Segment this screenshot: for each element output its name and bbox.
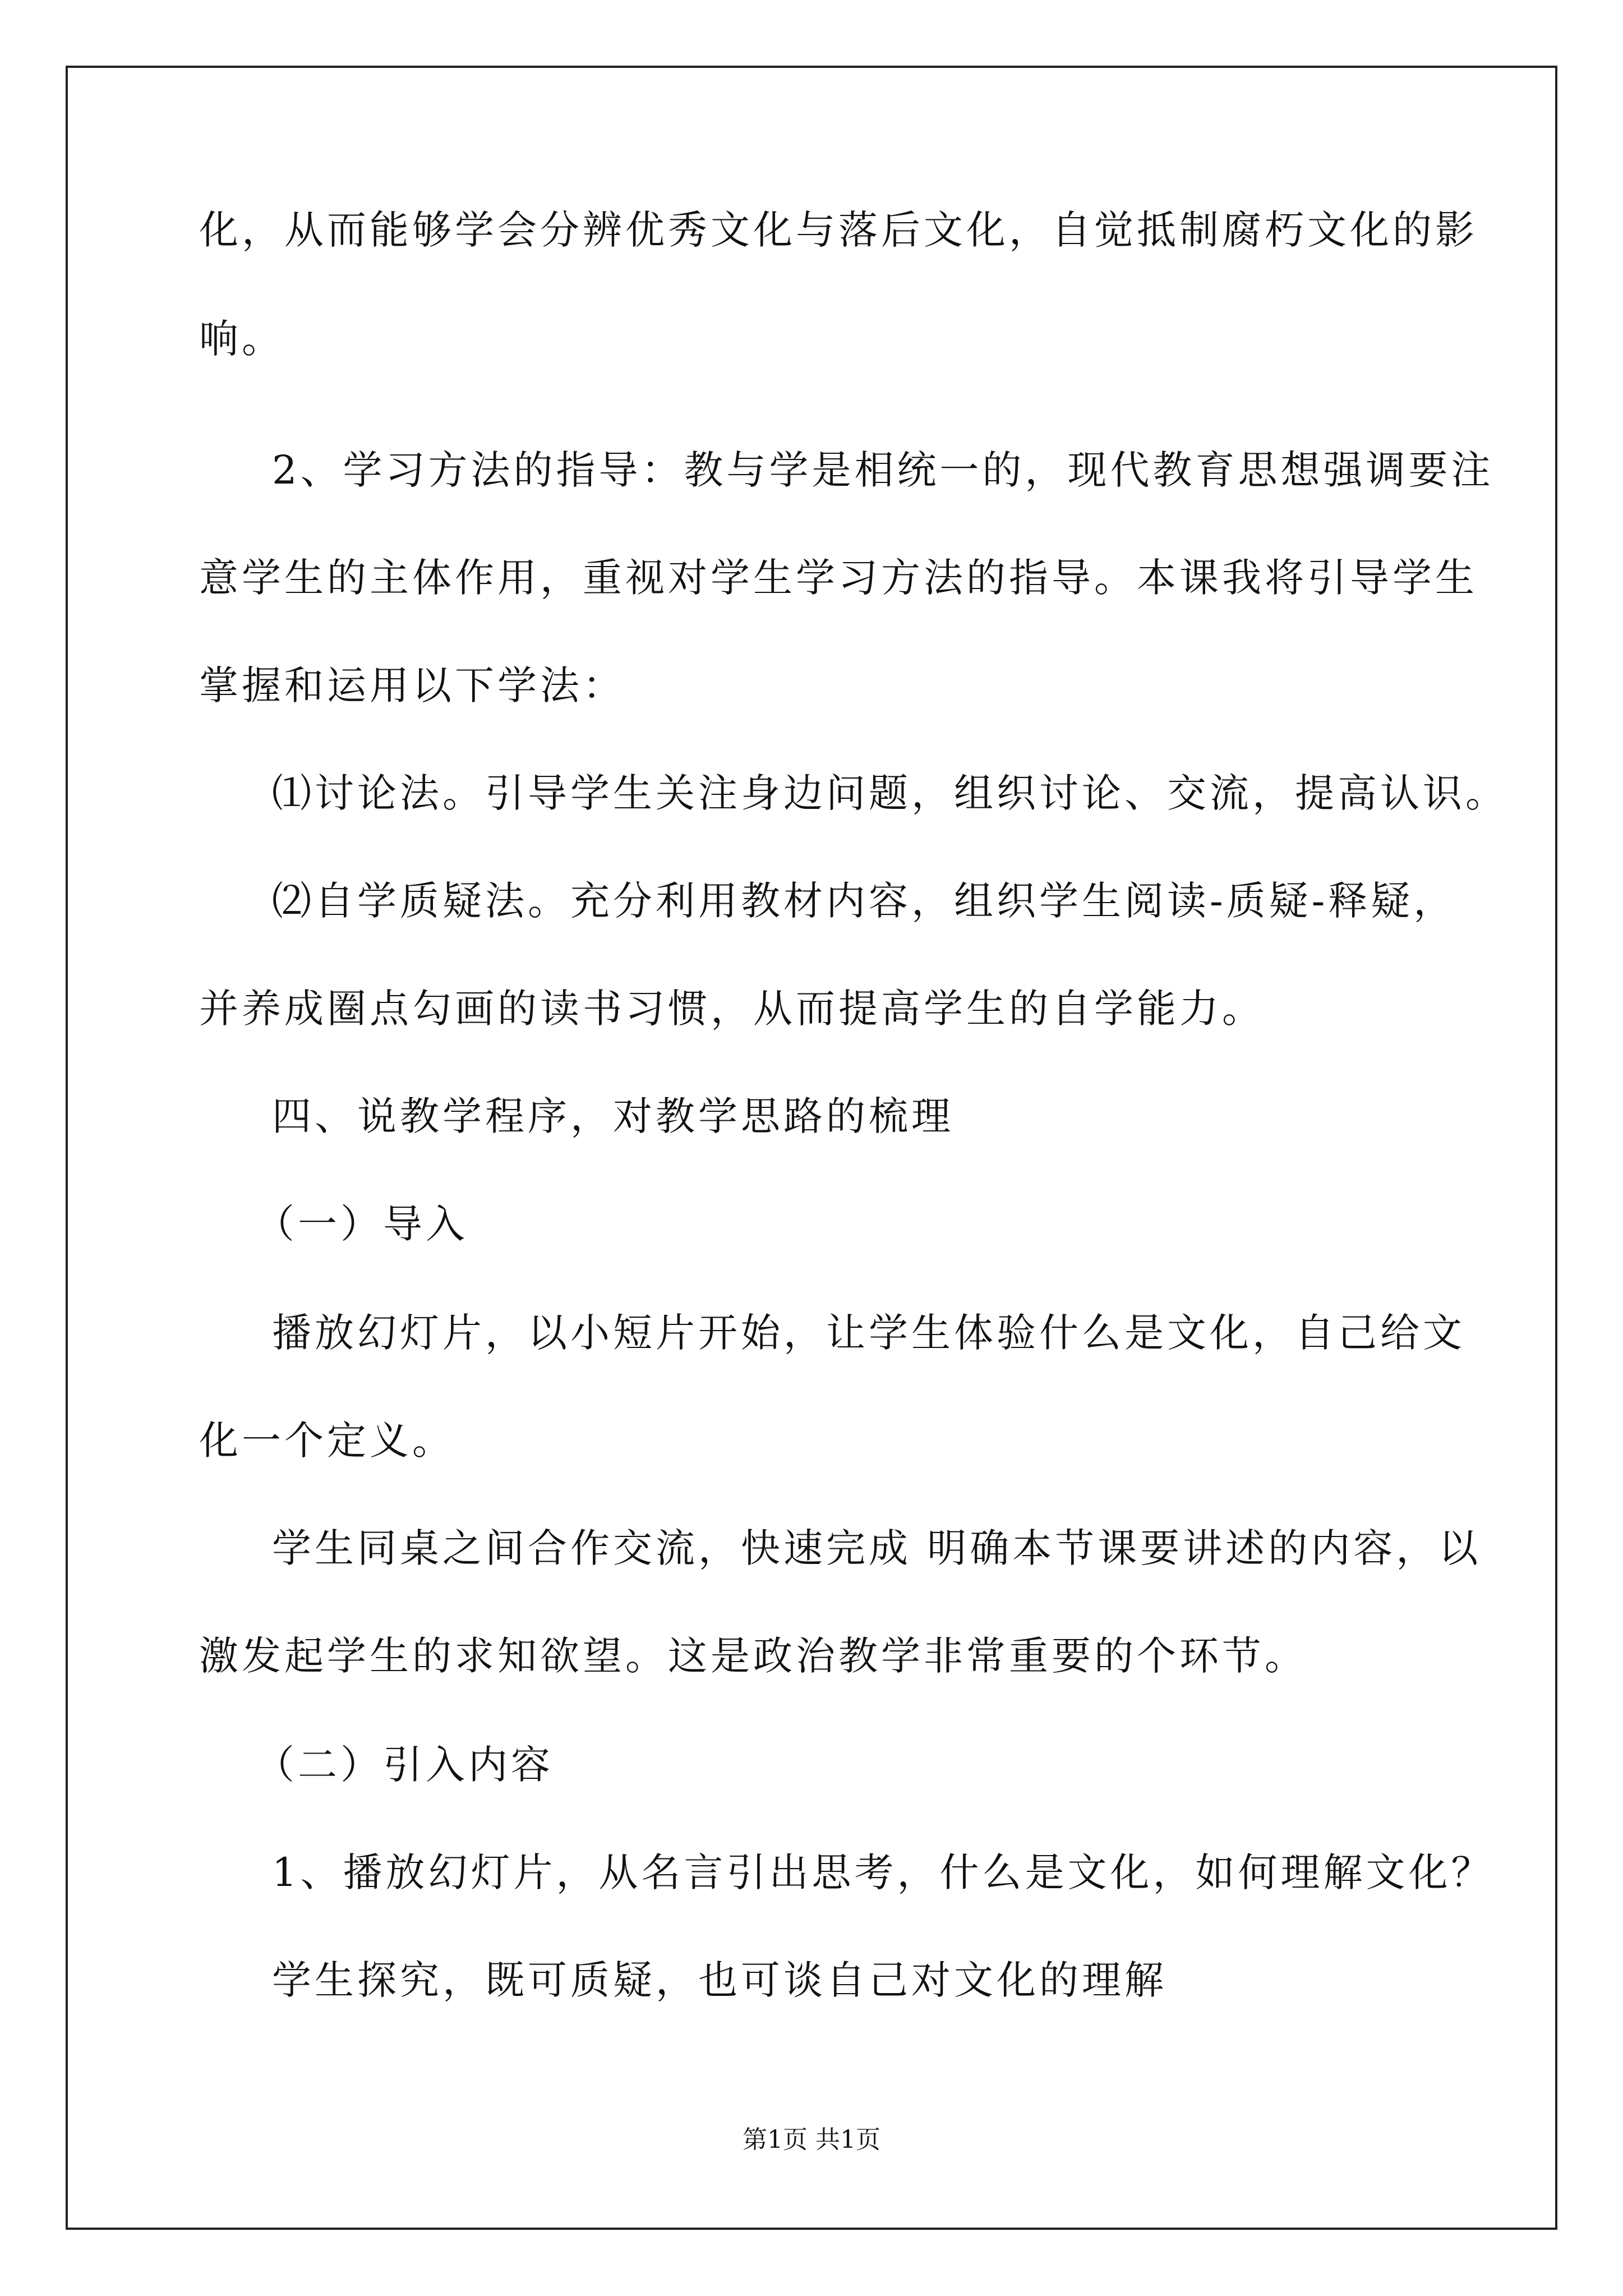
- text-line: 响。: [199, 316, 284, 362]
- subsection-heading: （二）引入内容: [255, 1742, 554, 1788]
- text-line: 意学生的主体作用，重视对学生学习方法的指导。本课我将引导学生: [199, 555, 1478, 601]
- text-line: 激发起学生的求知欲望。这是政治教学非常重要的个环节。: [199, 1633, 1307, 1679]
- text-line: 1、播放幻灯片，从名言引出思考，什么是文化，如何理解文化？: [272, 1849, 1494, 1895]
- text-line: 掌握和运用以下学法：: [199, 662, 625, 708]
- page-border: [66, 66, 1557, 2230]
- page-number-footer: 第1页 共1页: [743, 2125, 880, 2154]
- text-line: 化一个定义。: [199, 1418, 455, 1464]
- text-line: 2、学习方法的指导：教与学是相统一的，现代教育思想强调要注: [272, 447, 1494, 493]
- text-line: ⑴讨论法。引导学生关注身边问题，组织讨论、交流，提高认识。: [272, 770, 1508, 816]
- text-line: 化，从而能够学会分辨优秀文化与落后文化，自觉抵制腐朽文化的影: [199, 207, 1478, 253]
- text-line: 学生同桌之间合作交流，快速完成 明确本节课要讲述的内容，以: [272, 1525, 1482, 1571]
- text-line: 并养成圈点勾画的读书习惯，从而提高学生的自学能力。: [199, 986, 1265, 1032]
- section-heading: 四、说教学程序，对教学思路的梳理: [272, 1093, 954, 1139]
- subsection-heading: （一）导入: [255, 1201, 468, 1247]
- text-line: ⑵自学质疑法。充分利用教材内容，组织学生阅读-质疑-释疑，: [272, 878, 1456, 924]
- text-line: 播放幻灯片，以小短片开始，让学生体验什么是文化，自己给文: [272, 1310, 1465, 1356]
- text-line: 学生探究，既可质疑，也可谈自己对文化的理解: [272, 1957, 1167, 2003]
